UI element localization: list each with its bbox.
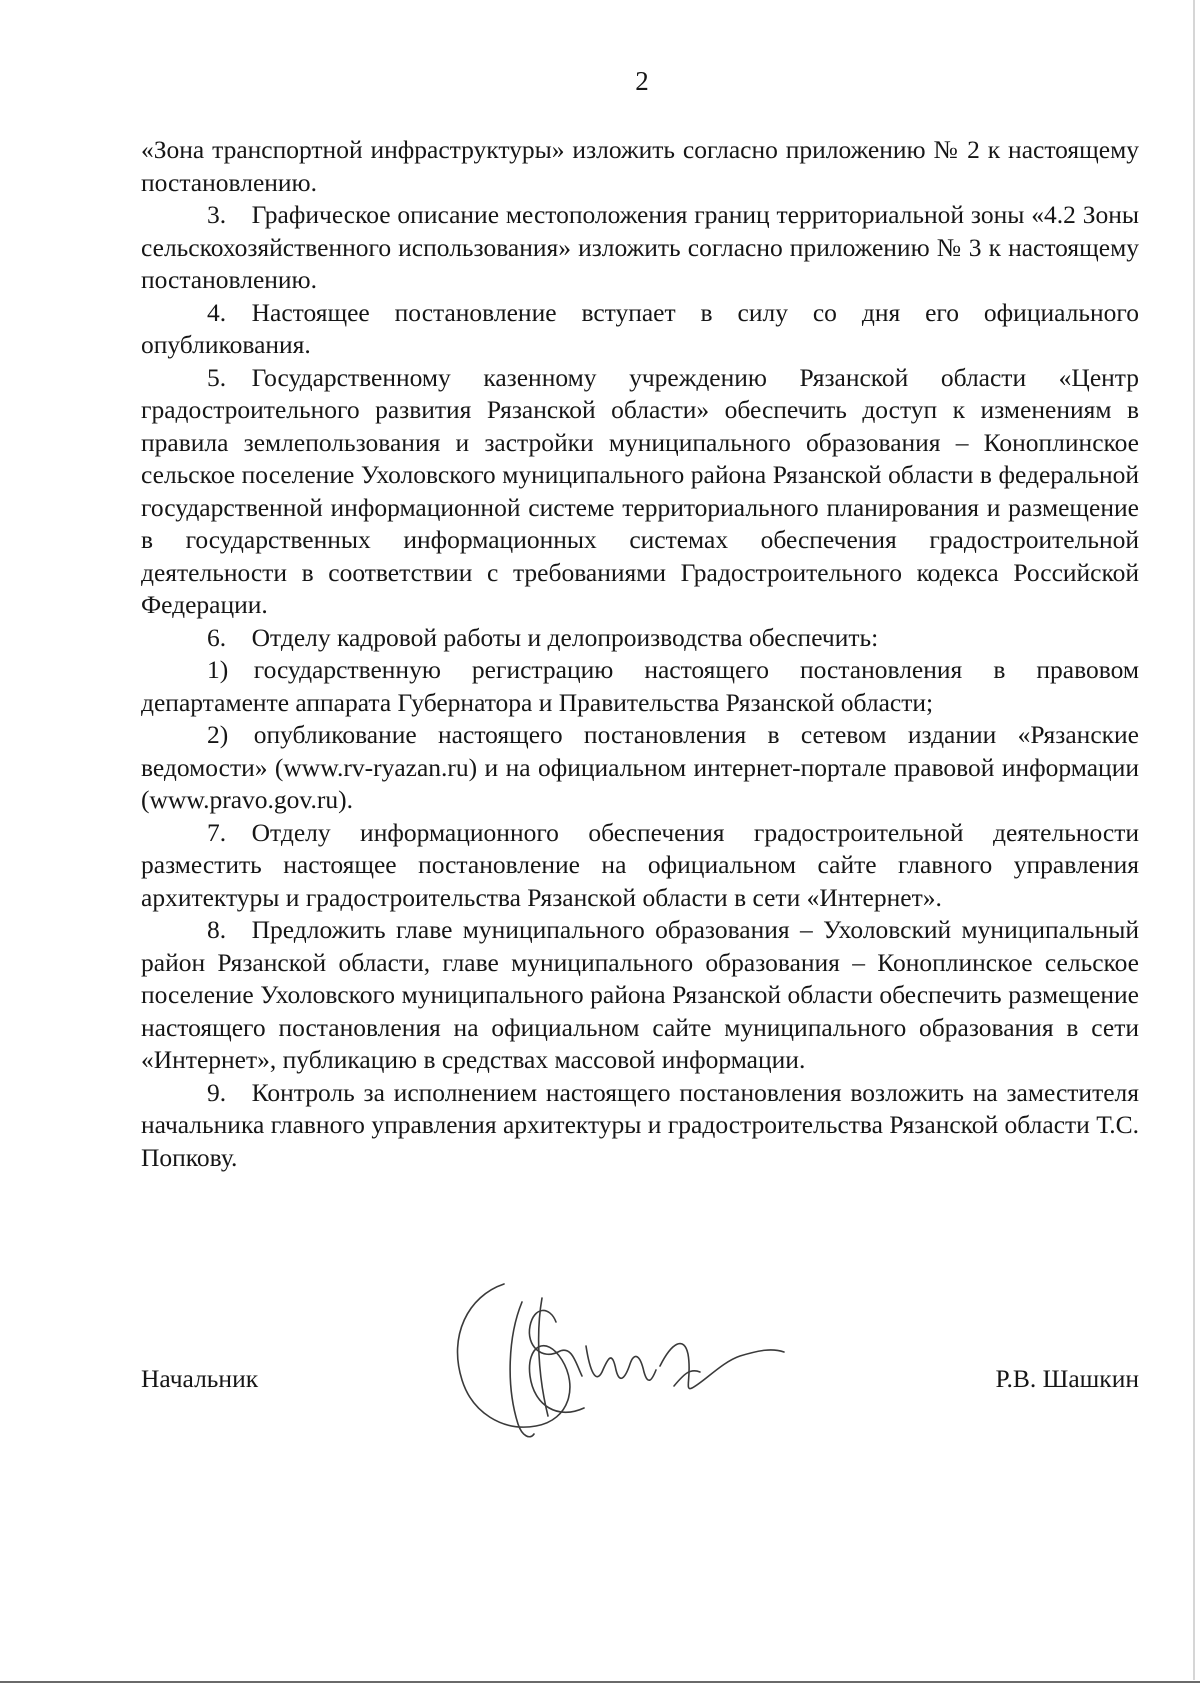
document-body (141, 134, 1139, 1174)
paragraph-item-8: 8. Предложить главе муниципального образования – Ухоловский муниципальный район Рязанской области, главе муниципального образования – Коноплинское сельское поселение Ухоловского муниципального района Рязанской области обеспечить размещение настоящего постановления на официальном сайте муниципального образования в сети «Интернет», публикацию в средствах массовой информации. (141, 915, 1139, 1074)
paragraph-item-6: 6. Отделу кадровой работы и делопроизводства обеспечить: (207, 622, 879, 652)
page-number: 2 (635, 66, 649, 96)
paragraph-item-3: 3. Графическое описание местоположения границ территориальной зоны «4.2 Зоны сельскохозяйственного использования» изложить согласно приложению № 3 к настоящему постановлению. (141, 200, 1139, 294)
handwritten-signature (438, 1276, 838, 1446)
paragraph-item-4: 4. Настоящее постановление вступает в силу со дня его официального опубликования. (141, 297, 1139, 359)
signature-block (141, 1364, 1139, 1404)
paragraph-subitem-2: 2) опубликование настоящего постановления в сетевом издании «Рязанские ведомости» (www.rv-ryazan.ru) и на официальном интернет-портале правовой информации (www.pravo.gov.ru). (141, 720, 1139, 814)
paragraph-zone-transport: «Зона транспортной инфраструктуры» изложить согласно приложению № 2 к настоящему постановлению. (141, 135, 1139, 197)
paragraph-subitem-1: 1) государственную регистрацию настоящего постановления в правовом департаменте аппарата Губернатора и Правительства Рязанской области; (141, 655, 1139, 717)
scan-right-edge (1193, 0, 1195, 1680)
paragraph-item-9: 9. Контроль за исполнением настоящего постановления возложить на заместителя начальника главного управления архитектуры и градостроительства Рязанской области Т.С. Попкову. (141, 1077, 1139, 1172)
signatory-name: Р.В. Шашкин (995, 1364, 1139, 1393)
scan-bottom-edge (0, 1681, 1200, 1683)
paragraph-item-5: 5. Государственному казенному учреждению Рязанской области «Центр градостроительного развития Рязанской области» обеспечить доступ к изменениям в правила землепользования и застройки муниципального образования – Коноплинское сельское поселение Ухоловского муниципального района Рязанской области в федеральной государственной информационной системе территориального планирования и размещение в государственных информационных системах обеспечения градостроительной деятельности в соответствии с требованиями Градостроительного кодекса Российской Федерации. (141, 362, 1139, 619)
signatory-title: Начальник (141, 1364, 259, 1393)
paragraph-item-7: 7. Отделу информационного обеспечения градостроительной деятельности разместить настоящее постановление на официальном сайте главного управления архитектуры и градостроительства Рязанской области в сети «Интернет». (141, 817, 1139, 912)
